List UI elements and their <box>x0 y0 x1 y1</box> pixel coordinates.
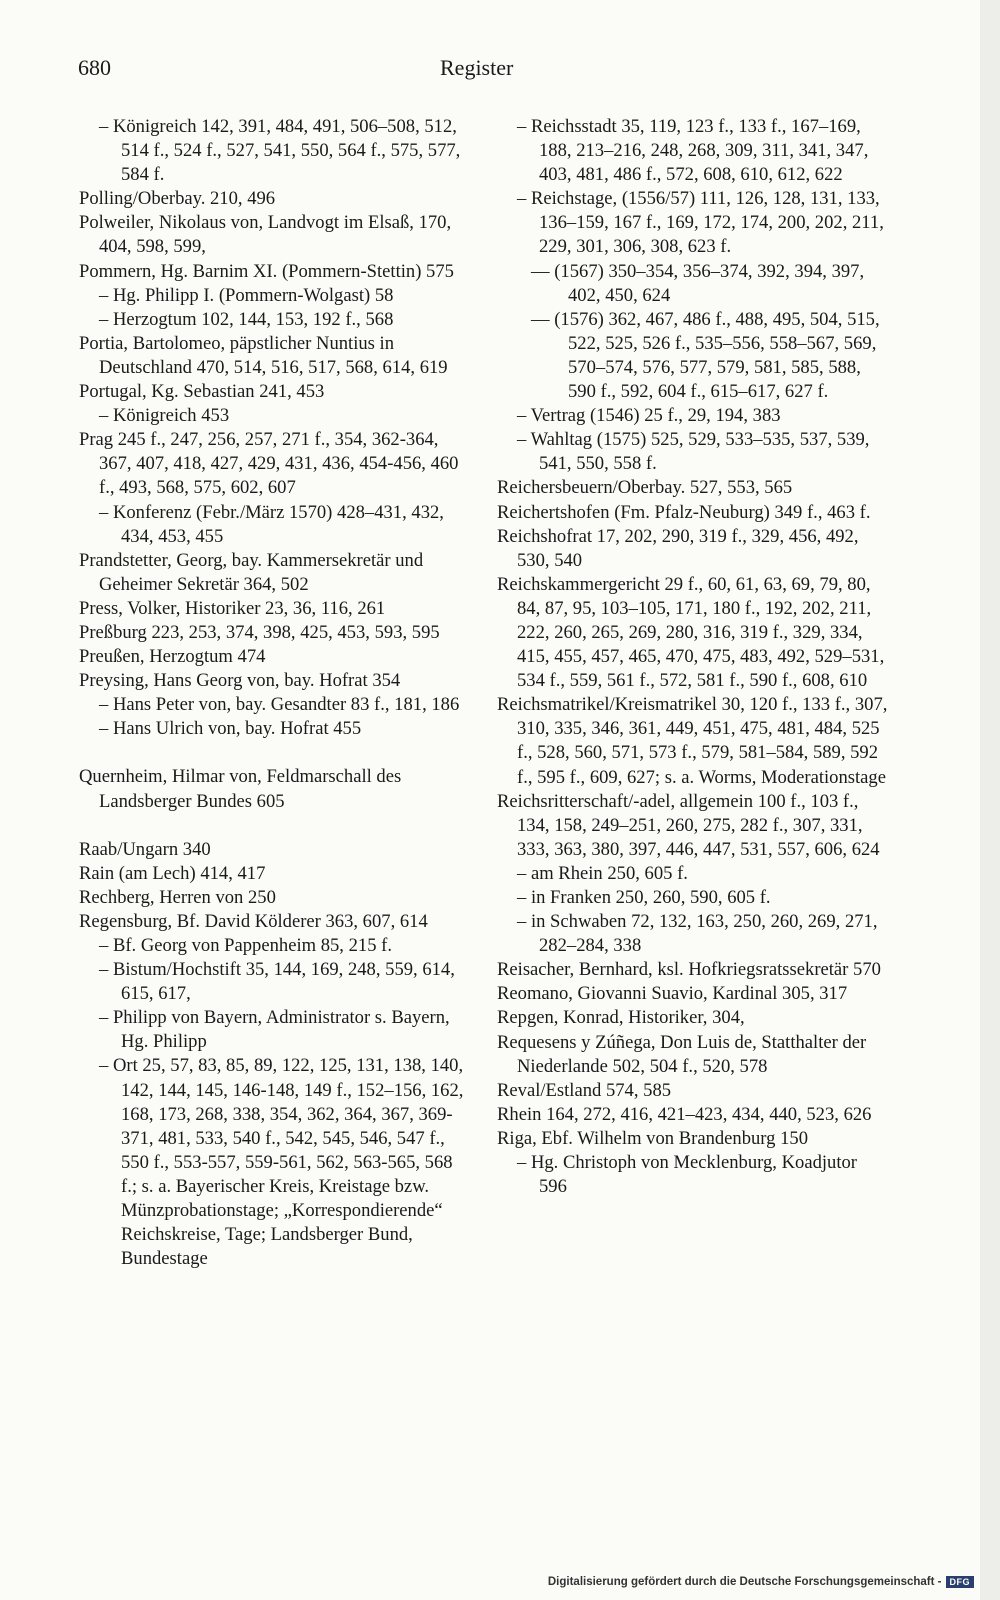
index-entry: – in Franken 250, 260, 590, 605 f. <box>517 887 771 908</box>
index-entry: Reichshofrat 17, 202, 290, 319 f., 329, 456, 492, 530, 540 <box>497 525 859 571</box>
index-entry: – Herzogtum 102, 144, 153, 192 f., 568 <box>99 308 394 330</box>
index-entry: – Hans Ulrich von, bay. Hofrat 455 <box>99 718 362 740</box>
index-entry: – Hg. Philipp I. (Pommern-Wolgast) 58 <box>99 284 394 306</box>
index-entry: – Reichsstadt 35, 119, 123 f., 133 f., 167–169, 188, 213–216, 248, 268, 309, 311, 341, 347, 403, 481, 486 f., 572, 608, 610, 612, 622 <box>517 116 869 186</box>
index-entry: – am Rhein 250, 605 f. <box>517 862 688 884</box>
index-entry: Polling/Oberbay. 210, 496 <box>79 188 276 210</box>
index-entry: Raab/Ungarn 340 <box>79 838 211 860</box>
index-entry: Prandstetter, Georg, bay. Kammersekretär und Geheimer Sekretär 364, 502 <box>79 549 424 595</box>
index-entry: Pommern, Hg. Barnim XI. (Pommern-Stettin) 575 <box>79 260 454 282</box>
index-entry: Regensburg, Bf. David Kölderer 363, 607, 614 <box>79 910 428 932</box>
index-entry: Rechberg, Herren von 250 <box>79 886 276 908</box>
index-entry: Reichsritterschaft/-adel, allgemein 100 f., 103 f., 134, 158, 249–251, 260, 275, 282 f., 307, 331, 333, 363, 380, 397, 446, 447, 531, 557, 606, 624 <box>497 790 880 860</box>
index-entry: Riga, Ebf. Wilhelm von Brandenburg 150 <box>497 1127 808 1149</box>
index-entry: – Hg. Christoph von Mecklenburg, Koadjutor 596 <box>517 1152 857 1198</box>
index-entry: – Königreich 453 <box>99 405 230 427</box>
index-entry: Reichertshofen (Fm. Pfalz-Neuburg) 349 f., 463 f. <box>497 501 871 523</box>
index-entry: Requesens y Zúñega, Don Luis de, Statthalter der Niederlande 502, 504 f., 520, 578 <box>497 1031 867 1077</box>
index-entry: – Königreich 142, 391, 484, 491, 506–508, 512, 514 f., 524 f., 527, 541, 550, 564 f., 575, 577, 584 f. <box>99 116 461 186</box>
blank-line <box>79 741 471 765</box>
index-entry: – Vertrag (1546) 25 f., 29, 194, 383 <box>517 405 781 427</box>
right-column <box>497 115 889 1199</box>
index-entry: Quernheim, Hilmar von, Feldmarschall des Landsberger Bundes 605 <box>79 766 402 812</box>
index-entry: Rain (am Lech) 414, 417 <box>79 862 266 884</box>
index-entry: Preysing, Hans Georg von, bay. Hofrat 354 <box>79 670 401 692</box>
index-entry: – Hans Peter von, bay. Gesandter 83 f., 181, 186 <box>99 694 460 716</box>
index-entry: Reomano, Giovanni Suavio, Kardinal 305, 317 <box>497 983 848 1005</box>
index-entry: Reichersbeuern/Oberbay. 527, 553, 565 <box>497 477 793 499</box>
index-entry: – Konferenz (Febr./März 1570) 428–431, 432, 434, 453, 455 <box>99 501 444 547</box>
index-entry: Press, Volker, Historiker 23, 36, 116, 261 <box>79 597 386 619</box>
index-entry: Polweiler, Nikolaus von, Landvogt im Elsaß, 170, 404, 598, 599, <box>79 212 452 258</box>
index-entry: –– (1567) 350–354, 356–374, 392, 394, 397, 402, 450, 624 <box>531 260 865 306</box>
page-number: 680 <box>78 55 111 80</box>
index-entry: Portugal, Kg. Sebastian 241, 453 <box>79 381 325 403</box>
footer-credit <box>548 1576 974 1588</box>
index-entry: – Ort 25, 57, 83, 85, 89, 122, 125, 131, 138, 140, 142, 144, 145, 146-148, 149 f., 152–156, 162, 168, 173, 268, 338, 354, 362, 364, 367, 369-371, 481, 533, 540 f., 542, 545, 546, 547 f., 550 f., 553-557, 559-561, 562, 563-565, 568 f.; s. a. Bayerischer Kreis, Kreistage bzw. Münzprobationstage; „Korrespondierende“ Reichskreise, Tage; Landsberger Bund, Bundestage <box>99 1055 464 1270</box>
running-head: Register <box>440 55 514 80</box>
index-entry: Preußen, Herzogtum 474 <box>79 646 266 668</box>
index-entry: Reval/Estland 574, 585 <box>497 1079 672 1101</box>
index-entry: Rhein 164, 272, 416, 421–423, 434, 440, 523, 626 <box>497 1103 872 1125</box>
index-entry: – Philipp von Bayern, Administrator s. Bayern, Hg. Philipp <box>99 1007 450 1053</box>
footer-text: Digitalisierung gefördert durch die Deutsche Forschungsgemeinschaft - <box>547 1576 942 1588</box>
index-entry: –– (1576) 362, 467, 486 f., 488, 495, 504, 515, 522, 525, 526 f., 535–556, 558–567, 569, 570–574, 576, 577, 579, 581, 585, 588, 590 f., 592, 604 f., 615–617, 627 f. <box>531 308 880 403</box>
blank-line <box>79 814 471 838</box>
index-entry: – Bistum/Hochstift 35, 144, 169, 248, 559, 614, 615, 617, <box>99 959 455 1005</box>
index-entry: Repgen, Konrad, Historiker, 304, <box>497 1007 745 1029</box>
index-entry: – in Schwaben 72, 132, 163, 250, 260, 269, 271, 282–284, 338 <box>517 911 878 957</box>
index-entry: – Bf. Georg von Pappenheim 85, 215 f. <box>99 935 392 956</box>
index-entry: Reichskammergericht 29 f., 60, 61, 63, 69, 79, 80, 84, 87, 95, 103–105, 171, 180 f., 192, 202, 211, 222, 260, 265, 269, 280, 316, 319 f., 329, 334, 415, 455, 457, 465, 470, 475, 483, 492, 529–531, 534 f., 559, 561 f., 572, 581 f., 590 f., 608, 610 <box>497 573 885 692</box>
index-entry: Reisacher, Bernhard, ksl. Hofkriegsratssekretär 570 <box>497 959 881 981</box>
left-column <box>79 115 471 1271</box>
page-edge <box>980 0 1000 1600</box>
index-entry: Prag 245 f., 247, 256, 257, 271 f., 354, 362-364, 367, 407, 418, 427, 429, 431, 436, 454-456, 460 f., 493, 568, 575, 602, 607 <box>79 429 459 499</box>
index-entry: Preßburg 223, 253, 374, 398, 425, 453, 593, 595 <box>79 621 440 643</box>
index-entry: Portia, Bartolomeo, päpstlicher Nuntius in Deutschland 470, 514, 516, 517, 568, 614, 619 <box>79 332 448 378</box>
dfg-logo: DFG <box>946 1576 975 1588</box>
index-entry: Reichsmatrikel/Kreismatrikel 30, 120 f., 133 f., 307, 310, 335, 346, 361, 449, 451, 475, 481, 484, 525 f., 528, 560, 571, 573 f., 579, 581–584, 589, 592 f., 595 f., 609, 627; s. a. Worms, Moderationstage <box>497 694 888 788</box>
index-entry: – Reichstage, (1556/57) 111, 126, 128, 131, 133, 136–159, 167 f., 169, 172, 174, 200, 202, 211, 229, 301, 306, 308, 623 f. <box>517 188 884 258</box>
index-entry: – Wahltag (1575) 525, 529, 533–535, 537, 539, 541, 550, 558 f. <box>517 429 870 475</box>
